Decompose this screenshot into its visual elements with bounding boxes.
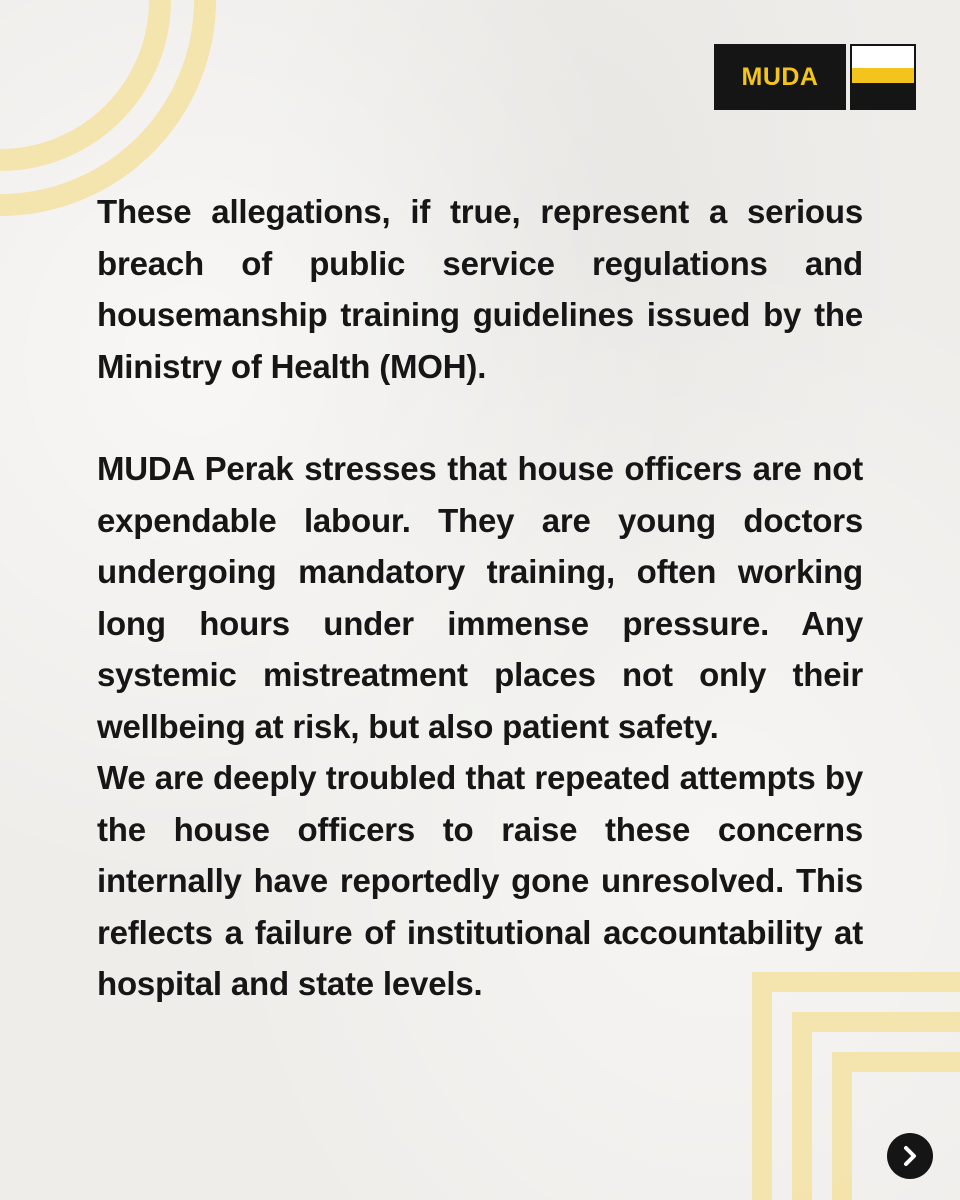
paragraph-accountability: We are deeply troubled that repeated attempts by the house officers to raise these concerns internally have reportedly gone unresolved. This reflects a failure of institutional accountability at hospital and state levels. bbox=[97, 759, 863, 1002]
chevron-right-icon bbox=[899, 1145, 921, 1167]
flag-stripe-yellow bbox=[852, 68, 914, 83]
flag-icon bbox=[850, 44, 916, 110]
muda-logo bbox=[714, 44, 916, 110]
flag-stripe-white bbox=[852, 46, 914, 68]
logo-wordmark-box bbox=[714, 44, 846, 110]
logo-text: MUDA bbox=[741, 62, 819, 91]
next-slide-button[interactable] bbox=[887, 1133, 933, 1179]
paragraph-house-officers: MUDA Perak stresses that house officers are not expendable labour. They are young doctors undergoing mandatory training, often working long hours under immense pressure. Any systemic mistreatment places not only their wellbeing at risk, but also patient safety. bbox=[97, 450, 863, 745]
flag-stripe-black bbox=[852, 83, 914, 108]
statement-body bbox=[97, 186, 863, 1010]
paragraph-allegations: These allegations, if true, represent a serious breach of public service regulations and housemanship training guidelines issued by the Ministry of Health (MOH). bbox=[97, 193, 863, 385]
